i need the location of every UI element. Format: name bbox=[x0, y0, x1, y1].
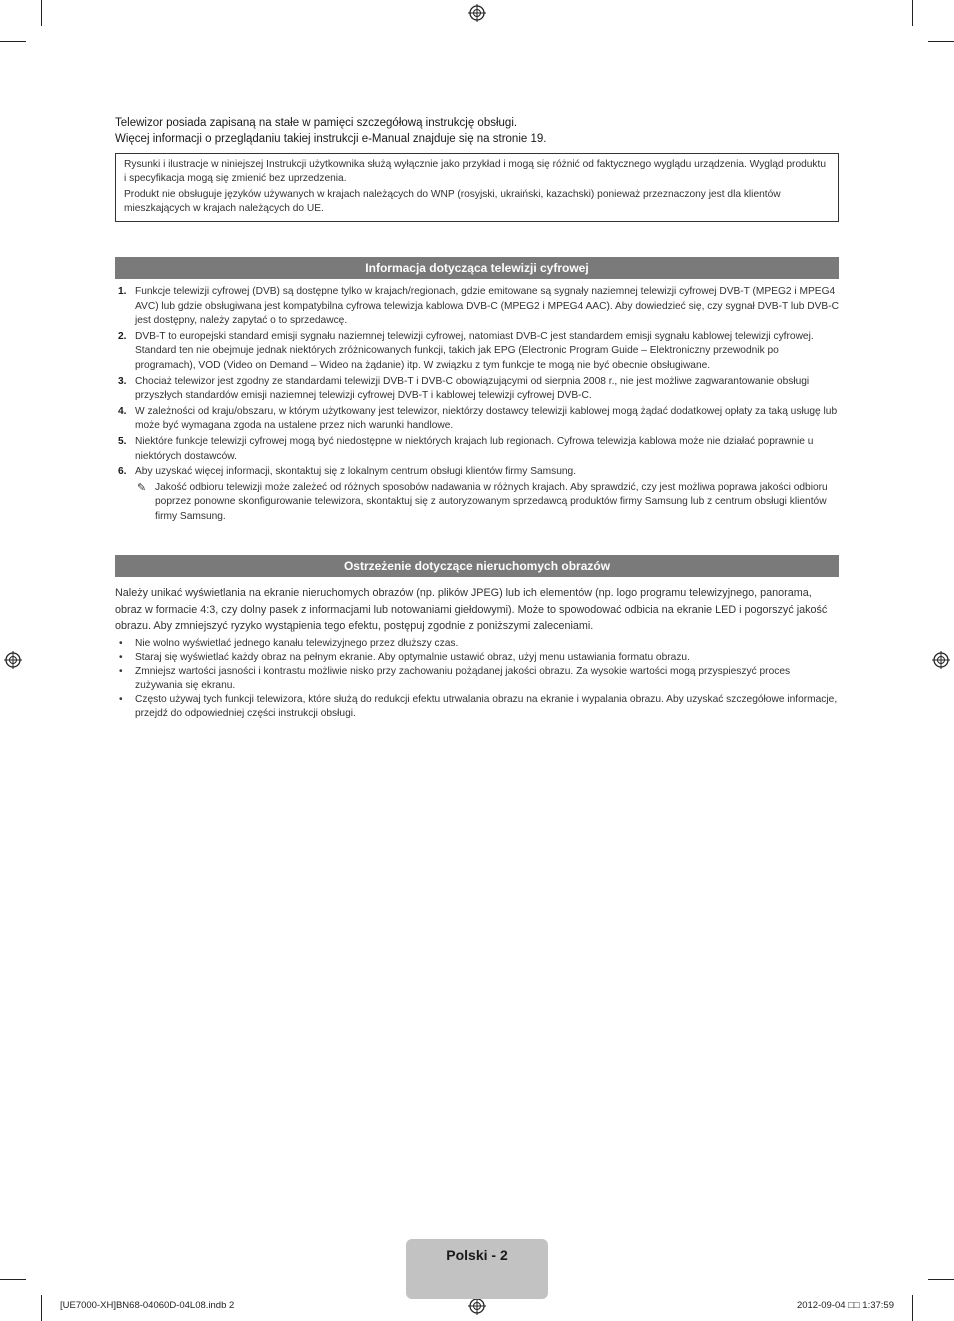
bullet-icon: • bbox=[119, 652, 123, 663]
bullet-text: Staraj się wyświetlać każdy obraz na pełnym ekranie. Aby optymalnie ustawić obraz, użyj menu ustawiania formatu obrazu. bbox=[135, 652, 690, 663]
bullet-text: Nie wolno wyświetlać jednego kanału telewizyjnego przez dłuższy czas. bbox=[135, 638, 459, 649]
bullet-text: Często używaj tych funkcji telewizora, które służą do redukcji efektu utrwalania obrazu na ekranie i wypalania obrazu. Aby uzyskać szczegółowe informacje, przejdź do odpowiedniej części instrukcji obsługi. bbox=[135, 694, 838, 719]
reception-note bbox=[135, 481, 839, 525]
note-text: Jakość odbioru telewizji może zależeć od różnych sposobów nadawania w różnych krajach. Aby sprawdzić, czy jest możliwa poprawa jakości odbioru poprzez ponowne skonfigurowanie telewizora, skontaktuj się z autoryzowanym sprzedawcą produktów firmy Samsung lub z centrum obsługi klientów firmy Samsung. bbox=[155, 481, 828, 522]
crop-mark bbox=[0, 41, 26, 42]
list-item bbox=[115, 375, 839, 404]
registration-mark-icon bbox=[468, 1297, 486, 1315]
list-item bbox=[115, 465, 839, 524]
item-text: DVB-T to europejski standard emisji sygnału naziemnej telewizji cyfrowej, natomiast DVB-C jest standardem emisji sygnału kablowej telewizji cyfrowej. Standard ten nie obejmuje jednak niektórych zróżnicowanych funkcji, takich jak EPG (Electronic Program Guide – Elektroniczny przewodnik po programach), VOD (Video on Demand – Wideo na żądanie) itp. W związku z tym funkcje te mogą nie być obecnie obsługiwane. bbox=[135, 330, 814, 371]
item-text: W zależności od kraju/obszaru, w którym użytkowany jest telewizor, niektórzy dostawcy telewizji kablowej mogą żądać dodatkowej opłaty za taką usługę lub może być wymagana zgoda na ustalene przez nich warunki handlowe. bbox=[135, 405, 838, 432]
page-number: Polski - 2 bbox=[446, 1247, 508, 1263]
registration-mark-icon bbox=[468, 4, 486, 22]
list-item bbox=[115, 285, 839, 329]
pencil-note-icon: ✎ bbox=[137, 481, 147, 494]
intro-line: Więcej informacji o przeglądaniu takiej instrukcji e-Manual znajduje się na stronie 19. bbox=[115, 133, 547, 145]
item-text: Chociaż telewizor jest zgodny ze standardami telewizji DVB-T i DVB-C obowiązującymi od sierpnia 2008 r., nie jest możliwe zagwarantowanie obsługi przyszłych standardów emisji naziemnej telewizji cyfrowej DVB-T i kablowej telewizji cyfrowej DVB-C. bbox=[135, 375, 810, 402]
list-item bbox=[115, 637, 839, 651]
crop-mark bbox=[41, 0, 42, 26]
list-item bbox=[115, 405, 839, 434]
notice-paragraph: Rysunki i ilustracje w niniejszej Instrukcji użytkownika służą wyłącznie jako przykład i mogą się różnić od faktycznego wyglądu urządzenia. Wygląd produktu i specyfikacja mogą się zmienić bez uprzedzenia. bbox=[124, 159, 827, 184]
item-text: Aby uzyskać więcej informacji, skontaktuj się z lokalnym centrum obsługi klientów firmy Samsung. bbox=[135, 466, 577, 478]
still-images-paragraph: Należy unikać wyświetlania na ekranie nieruchomych obrazów (np. plików JPEG) lub ich elementów (np. logo programu telewizyjnego, panorama, obraz w formacie 4:3, czy dolny pasek z informacjami lub notowaniami giełdowymi). Może to spowodować odbicia na ekranie LED i pogorszyć jakość obrazu. Aby zmniejszyć ryzyko wystąpienia tego efektu, postępuj zgodnie z poniższymi zaleceniami. bbox=[115, 587, 828, 632]
notice-box bbox=[115, 153, 839, 222]
intro-line: Telewizor posiada zapisaną na stałe w pamięci szczegółową instrukcję obsługi. bbox=[115, 117, 518, 129]
item-number: 2. bbox=[118, 330, 127, 342]
list-item bbox=[115, 665, 839, 693]
list-item bbox=[115, 693, 839, 721]
still-images-bullets bbox=[115, 637, 839, 721]
page-number-tab bbox=[406, 1239, 548, 1299]
item-number: 6. bbox=[118, 466, 127, 478]
registration-mark-icon bbox=[932, 651, 950, 669]
bullet-icon: • bbox=[119, 694, 123, 705]
item-text: Funkcje telewizji cyfrowej (DVB) są dostępne tylko w krajach/regionach, gdzie emitowane są sygnały naziemnej telewizji cyfrowej DVB-T (MPEG2 i MPEG4 AVC) lub gdzie obsługiwana jest kompatybilna cyfrowa telewizja kablowa DVB-C (MPEG2 i MPEG4 AAC). Aby dowiedzieć się, czy sygnał DVB-T lub DVB-C jest dostępny, należy zapytać o to sprzedawcę. bbox=[135, 286, 839, 327]
item-number: 3. bbox=[118, 375, 127, 387]
date-slug: 2012-09-04 □□ 1:37:59 bbox=[796, 1300, 894, 1311]
list-item bbox=[115, 651, 839, 665]
crop-mark bbox=[928, 1279, 954, 1280]
intro-text bbox=[115, 115, 845, 147]
crop-mark bbox=[928, 41, 954, 42]
item-number: 4. bbox=[118, 405, 127, 417]
file-slug: [UE7000-XH]BN68-04060D-04L08.indb 2 bbox=[60, 1300, 235, 1311]
item-number: 1. bbox=[118, 286, 127, 297]
bullet-text: Zmniejsz wartości jasności i kontrastu możliwie nisko przy zachowaniu pożądanej jakości obrazu. Za wysokie wartości mogą przyspieszyć proces zużywania się ekranu. bbox=[135, 666, 791, 691]
list-item bbox=[115, 330, 839, 374]
crop-mark bbox=[912, 0, 913, 26]
section-heading-still-images: Ostrzeżenie dotyczące nieruchomych obrazów bbox=[115, 555, 839, 577]
crop-mark bbox=[0, 1279, 26, 1280]
list-item bbox=[115, 435, 839, 464]
bullet-icon: • bbox=[119, 638, 123, 649]
notice-paragraph: Produkt nie obsługuje języków używanych w krajach należących do WNP (rosyjski, ukraiński, kazachski) ponieważ przeznaczony jest dla klientów mieszkających w krajach należących do UE. bbox=[124, 189, 781, 214]
bullet-icon: • bbox=[119, 666, 123, 677]
crop-mark bbox=[912, 1295, 913, 1321]
section-heading-digital-tv: Informacja dotycząca telewizji cyfrowej bbox=[115, 257, 839, 279]
item-text: Niektóre funkcje telewizji cyfrowej mogą być niedostępne w niektórych krajach lub regionach. Cyfrowa telewizja kablowa może nie działać poprawnie u niektórych dostawców. bbox=[135, 435, 814, 462]
registration-mark-icon bbox=[4, 651, 22, 669]
crop-mark bbox=[41, 1295, 42, 1321]
digital-tv-list bbox=[115, 285, 839, 526]
item-number: 5. bbox=[118, 435, 127, 447]
